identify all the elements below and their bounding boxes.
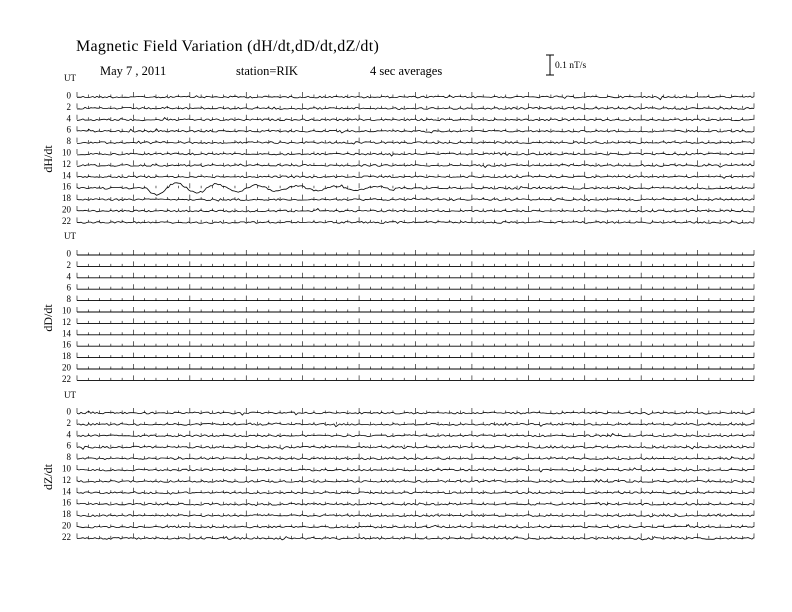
row-label-22: 22 xyxy=(62,531,71,542)
ut-axis-label: UT xyxy=(64,390,76,400)
panel-dZ-dt xyxy=(41,390,754,542)
row-label-8: 8 xyxy=(66,452,71,463)
scale-bar-icon xyxy=(546,55,554,75)
averaging-label: 4 sec averages xyxy=(370,64,443,78)
row-label-4: 4 xyxy=(66,271,71,282)
station-label: station=RIK xyxy=(236,64,298,78)
row-label-18: 18 xyxy=(62,193,71,204)
row-label-4: 4 xyxy=(66,113,71,124)
row-label-14: 14 xyxy=(62,328,71,339)
row-label-14: 14 xyxy=(62,486,71,497)
row-label-6: 6 xyxy=(66,440,71,451)
ut-axis-label: UT xyxy=(64,231,76,241)
row-label-22: 22 xyxy=(62,215,71,226)
row-label-18: 18 xyxy=(62,351,71,362)
panel-dD-dt xyxy=(41,231,754,384)
chart-title: Magnetic Field Variation (dH/dt,dD/dt,dZ/dt) xyxy=(76,38,380,55)
row-label-12: 12 xyxy=(62,316,71,327)
row-label-10: 10 xyxy=(62,147,71,158)
panel-ylabel: dD/dt xyxy=(41,304,55,332)
row-label-20: 20 xyxy=(62,204,71,215)
row-label-0: 0 xyxy=(66,248,71,259)
row-label-0: 0 xyxy=(66,406,71,417)
row-label-22: 22 xyxy=(62,373,71,384)
row-label-20: 20 xyxy=(62,520,71,531)
row-label-2: 2 xyxy=(66,101,71,112)
row-label-12: 12 xyxy=(62,474,71,485)
row-label-8: 8 xyxy=(66,136,71,147)
row-label-16: 16 xyxy=(62,339,71,350)
row-label-10: 10 xyxy=(62,305,71,316)
panel-ylabel: dZ/dt xyxy=(41,464,55,490)
row-label-20: 20 xyxy=(62,362,71,373)
panel-dH-dt xyxy=(41,73,754,226)
row-label-16: 16 xyxy=(62,181,71,192)
row-label-10: 10 xyxy=(62,463,71,474)
row-label-16: 16 xyxy=(62,497,71,508)
row-label-0: 0 xyxy=(66,90,71,101)
date-label: May 7 , 2011 xyxy=(100,64,167,78)
row-label-6: 6 xyxy=(66,282,71,293)
row-label-2: 2 xyxy=(66,259,71,270)
row-label-6: 6 xyxy=(66,124,71,135)
panel-ylabel: dH/dt xyxy=(41,145,55,173)
row-label-2: 2 xyxy=(66,417,71,428)
row-label-14: 14 xyxy=(62,170,71,181)
row-label-12: 12 xyxy=(62,158,71,169)
ut-axis-label: UT xyxy=(64,73,76,83)
scale-bar-label: 0.1 nT/s xyxy=(555,61,587,71)
row-label-8: 8 xyxy=(66,294,71,305)
row-label-18: 18 xyxy=(62,509,71,520)
row-label-4: 4 xyxy=(66,429,71,440)
